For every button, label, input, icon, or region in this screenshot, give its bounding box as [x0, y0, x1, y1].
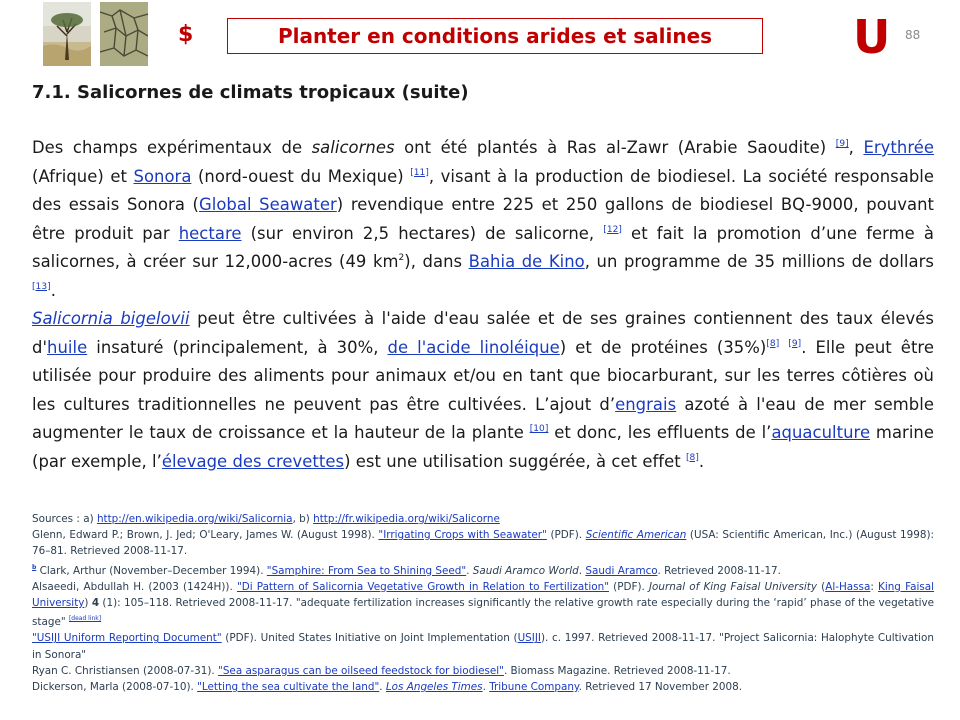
bahia-de-kino-link[interactable]: Bahia de Kino	[468, 252, 585, 271]
source-link[interactable]: "Irrigating Crops with Seawater"	[378, 529, 547, 542]
text: ) est une utilisation suggérée, à cet effet	[344, 451, 686, 471]
paragraph-2	[32, 305, 934, 476]
superscript: 2	[398, 253, 405, 263]
text: ). c. 1997. Retrieved 2008-11-17. "Project Salicornia: Halophyte Cultivation in Sonora"	[32, 632, 934, 661]
text: . Elle peut être utilisée pour produire des aliments pour animaux et/ou en tant que biocarburant, sur les terres côtières où les cultures traditionnelles ne peuvent pas être cultivées. L’ajout d’	[32, 337, 934, 414]
al-hassa-link[interactable]: Al-Hassa	[825, 580, 871, 593]
sources-section	[32, 511, 934, 695]
sonora-link[interactable]: Sonora	[133, 166, 192, 186]
text: ), dans	[404, 252, 469, 271]
text: (Afrique) et	[32, 166, 134, 186]
text: .	[379, 681, 386, 694]
acide-linoleique-link[interactable]: de l'acide linoléique	[387, 337, 560, 357]
ref-link[interactable]: [13]	[32, 281, 51, 292]
text: . Retrieved 17 November 2008.	[578, 681, 743, 694]
tribune-link[interactable]: Tribune Company	[489, 681, 579, 694]
slide-title: Planter en conditions arides et salines	[227, 18, 763, 54]
text: .	[482, 681, 490, 694]
dead-link[interactable]: [dead link]	[68, 615, 102, 623]
slide-header	[0, 0, 960, 80]
text: 4	[91, 597, 100, 610]
journal-link[interactable]: Scientific American	[585, 529, 687, 542]
source-link[interactable]: "Letting the sea cultivate the land"	[197, 681, 380, 694]
erythree-link[interactable]: Erythrée	[863, 138, 935, 157]
text: et fait la promotion d’une ferme à salicornes, à créer sur 12,000-acres (49 km	[32, 223, 935, 271]
source-link[interactable]: http://fr.wikipedia.org/wiki/Salicorne	[313, 513, 500, 525]
source-link[interactable]: "Sea asparagus can be oilseed feedstock for biodiesel"	[218, 664, 504, 677]
text: (PDF).	[608, 580, 649, 593]
text: salicornes	[311, 138, 395, 157]
text: (PDF). United States Initiative on Joint Implementation (	[221, 632, 518, 645]
text: Clark, Arthur (November–December 1994).	[36, 564, 267, 577]
source-line	[32, 679, 934, 695]
usiji-link[interactable]: USIJI	[517, 632, 541, 645]
elevage-crevettes-link[interactable]: élevage des crevettes	[161, 451, 345, 471]
ref-link[interactable]: [8]	[766, 338, 780, 349]
source-line	[32, 663, 934, 679]
text: .	[698, 451, 705, 471]
text: (1): 105–118. Retrieved 2008-11-17. "adequate fertilization increases significantly the relative growth rate especially during the ‘rapid’ phase of the vegetative stage"	[32, 597, 934, 629]
source-line	[32, 560, 934, 579]
source-link[interactable]: http://en.wikipedia.org/wiki/Salicornia	[96, 513, 293, 525]
ref-link[interactable]: [11]	[410, 167, 429, 178]
text	[779, 338, 788, 357]
text: Saudi Aramco World	[472, 564, 579, 577]
ref-link[interactable]: [9]	[835, 139, 849, 149]
source-line	[32, 630, 934, 662]
engrais-link[interactable]: engrais	[615, 394, 677, 414]
text: Ryan C. Christiansen (2008-07-31).	[32, 664, 219, 677]
text: , un programme de 35 millions de dollars	[584, 252, 934, 271]
text: Alsaeedi, Abdullah H. (2003 (1424H)).	[32, 580, 237, 593]
text: (sur environ 2,5 hectares) de salicorne,	[241, 223, 604, 243]
text: . Retrieved 2008-11-17.	[657, 564, 781, 577]
cracked-earth-photo	[100, 2, 148, 66]
text: , visant à la production de biodiesel. La société responsable des essais Sonora (	[32, 166, 935, 214]
la-times-link[interactable]: Los Angeles Times	[385, 681, 483, 694]
source-link[interactable]: "Samphire: From Sea to Shining Seed"	[266, 564, 467, 577]
page-number: 88	[905, 28, 921, 42]
text: , b)	[292, 513, 314, 525]
text: . Biomass Magazine. Retrieved 2008-11-17.	[503, 664, 731, 677]
ref-link[interactable]: [12]	[603, 224, 622, 235]
source-line	[32, 511, 934, 527]
section-title: 7.1. Salicornes de climats tropicaux (suite)	[32, 82, 469, 103]
text: .	[50, 280, 56, 300]
paragraph-1	[32, 134, 934, 305]
text: )	[84, 597, 92, 610]
text: (USA: Scientific American, Inc.) (August 1998): 76–81. Retrieved 2008-11-17.	[32, 529, 935, 558]
kfu-link[interactable]: King Faisal University	[32, 580, 935, 610]
text: Des champs expérimentaux de	[32, 138, 312, 157]
text: ) revendique entre 225 et 250 gallons de biodiesel BQ-9000, pouvant être produit par	[32, 195, 935, 243]
source-line	[32, 579, 934, 631]
text: Dickerson, Marla (2008-07-10).	[32, 681, 198, 694]
text: .	[578, 564, 586, 577]
chapter-badge: U	[853, 10, 891, 64]
text: ont été plantés à Ras al-Zawr (Arabie Saoudite)	[394, 138, 836, 157]
text: (PDF).	[546, 529, 586, 542]
text: :	[870, 580, 879, 593]
huile-link[interactable]: huile	[47, 337, 88, 357]
text: Glenn, Edward P.; Brown, J. Jed; O'Leary, James W. (August 1998).	[32, 529, 379, 542]
text: (	[816, 580, 826, 593]
text: (nord-ouest du Mexique)	[191, 166, 411, 186]
text: et donc, les effluents de l’	[548, 423, 772, 442]
hectare-link[interactable]: hectare	[178, 223, 242, 243]
dollar-symbol: $	[178, 22, 194, 47]
backref-link[interactable]: b	[32, 563, 37, 571]
text: ) et de protéines (35%)	[559, 337, 767, 357]
ref-link[interactable]: [10]	[529, 424, 549, 434]
aquaculture-link[interactable]: aquaculture	[771, 423, 871, 442]
global-seawater-link[interactable]: Global Seawater	[198, 195, 337, 214]
source-link[interactable]: "Di Pattern of Salicornia Vegetative Growth in Relation to Fertilization"	[236, 580, 609, 593]
text: marine (par exemple, l’	[32, 423, 934, 471]
text: Journal of King Faisal University	[648, 580, 817, 593]
text: Sources : a)	[32, 513, 97, 525]
publisher-link[interactable]: Saudi Aramco	[585, 564, 658, 577]
desert-tree-photo	[43, 2, 91, 66]
ref-link[interactable]: [8]	[685, 452, 699, 463]
ref-link[interactable]: [9]	[788, 338, 802, 349]
text: .	[466, 564, 473, 577]
salicornia-bigelovii-link[interactable]: Salicornia bigelovii	[32, 309, 190, 328]
text: azoté à l'eau de mer semble augmenter le taux de croissance et la hauteur de la plante	[32, 394, 934, 442]
source-link[interactable]: "USIJI Uniform Reporting Document"	[32, 632, 222, 645]
text: insaturé (principalement, à 30%,	[87, 337, 388, 357]
source-line	[32, 527, 934, 559]
text: ,	[848, 138, 864, 157]
text: peut être cultivées à l'aide d'eau salée et de ses graines contiennent des taux élevés d'	[32, 309, 934, 357]
main-text	[32, 134, 934, 476]
